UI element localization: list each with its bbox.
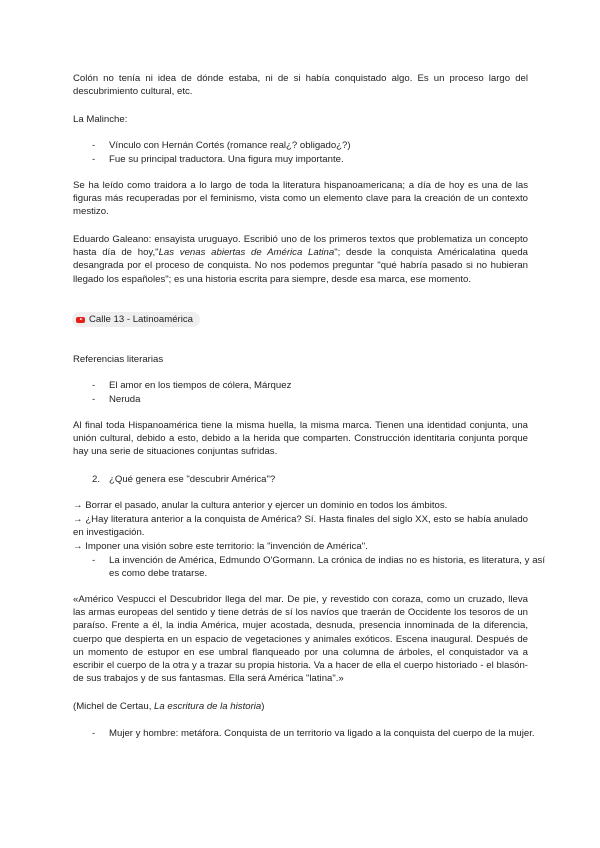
bullet-item [92,379,545,392]
bullet-text: Mujer y hombre: metáfora. Conquista de un territorio va ligado a la conquista del cuerpo de la mujer. [109,728,535,739]
bullet-item [92,554,545,580]
paragraph-huella: Al final toda Hispanoamérica tiene la misma huella, la misma marca. Tienen una identidad conjunta, una unión cultural, debido a esto, debido a la herida que comparten. Construcción identitaria conjunta porque hay una serie de situaciones conjuntas sufridas. [73,420,528,458]
paragraph-colon: Colón no tenía ni idea de dónde estaba, ni de si había conquistado algo. Es un proceso largo del descubrimiento cultural, etc. [73,73,528,98]
paragraph-traidora: Se ha leído como traidora a lo largo de toda la literatura hispanoamericana; a día de hoy es una de las figuras más recuperadas por el feminismo, vista como un elemento clave para la creación de un contexto mestizo. [73,180,528,218]
heading-text: ¿Qué genera ese "descubrir América"? [109,474,276,485]
bullet-dash: - [92,140,96,151]
video-link-label: Calle 13 - Latinoamérica [89,313,193,325]
galeano-book-title: Las venas abiertas de América Latina [158,247,335,259]
bullet-item [92,393,545,406]
bullet-item [92,139,545,152]
citation-title: La escritura de la historia [154,701,262,712]
bullet-text: El amor en los tiempos de cólera, Márquez [109,380,292,391]
numbered-heading [92,473,275,486]
citation-after: ) [261,701,265,712]
refs-label: Referencias literarias [73,354,164,365]
citation-before: (Michel de Certau, [73,701,155,712]
arrow-line: → ¿Hay literatura anterior a la conquista de América? Sí. Hasta finales del siglo XX, esto se había anulado en investigación. [73,514,528,539]
heading-number: 2. [92,474,101,485]
arrow-line: → Imponer una visión sobre este territorio: la "invención de América". [73,541,368,552]
quote-block: «Américo Vespucci el Descubridor llega del mar. De pie, y revestido con coraza, como un cruzado, lleva las armas europeas del sentido y tiene detrás de sí los navíos que traerán de Occidente los tesoros de un paraíso. Frente a él, la india América, mujer acostada, desnuda, presencia innominada de la diferencia, cuerpo que despierta en un espacio de vegetaciones y animales exóticos. Escena inaugural. Después de un momento de estupor en ese umbral flanqueado por una columna de árboles, el conquistador va a escribir el cuerpo de la otra y a trazar su propia historia. Va a hacer de ella el cuerpo historiado - el blasón- de sus trabajos y de sus fantasmas. Ella será América "latina".» [73,594,528,685]
malinche-label: La Malinche: [73,114,128,125]
bullet-dash: - [92,555,96,566]
bullet-item [92,153,545,166]
paragraph-galeano [73,233,528,286]
youtube-icon [76,317,85,323]
bullet-dash: - [92,394,96,405]
citation [73,700,528,713]
bullet-dash: - [92,154,96,165]
bullet-dash: - [92,380,96,391]
bullet-text: Neruda [109,394,141,405]
galeano-text-before: Eduardo Galeano: ensayista uruguayo. Escribió uno de los primeros textos que problematiza un concepto hasta día de hoy," [73,234,528,259]
bullet-text: Fue su principal traductora. Una figura muy importante. [109,154,344,165]
arrow-line: → Borrar el pasado, anular la cultura anterior y ejercer un dominio en todos los ámbitos. [73,500,448,511]
bullet-dash: - [92,728,96,739]
galeano-text-after: "; desde la conquista Américalatina queda desangrada por el proceso de conquista. No nos podemos preguntar "qué habría pasado si no hubieran llegado los españoles"; es una historia escrita para siempre, desde esa marca, ese momento. [73,247,528,285]
bullet-text: Vínculo con Hernán Cortés (romance real¿? obligado¿?) [109,140,351,151]
video-link-chip[interactable] [72,312,200,327]
bullet-item [92,727,545,740]
bullet-text: La invención de América, Edmundo O'Gormann. La crónica de indias no es historia, es literatura, y así es como debe tratarse. [109,555,545,580]
